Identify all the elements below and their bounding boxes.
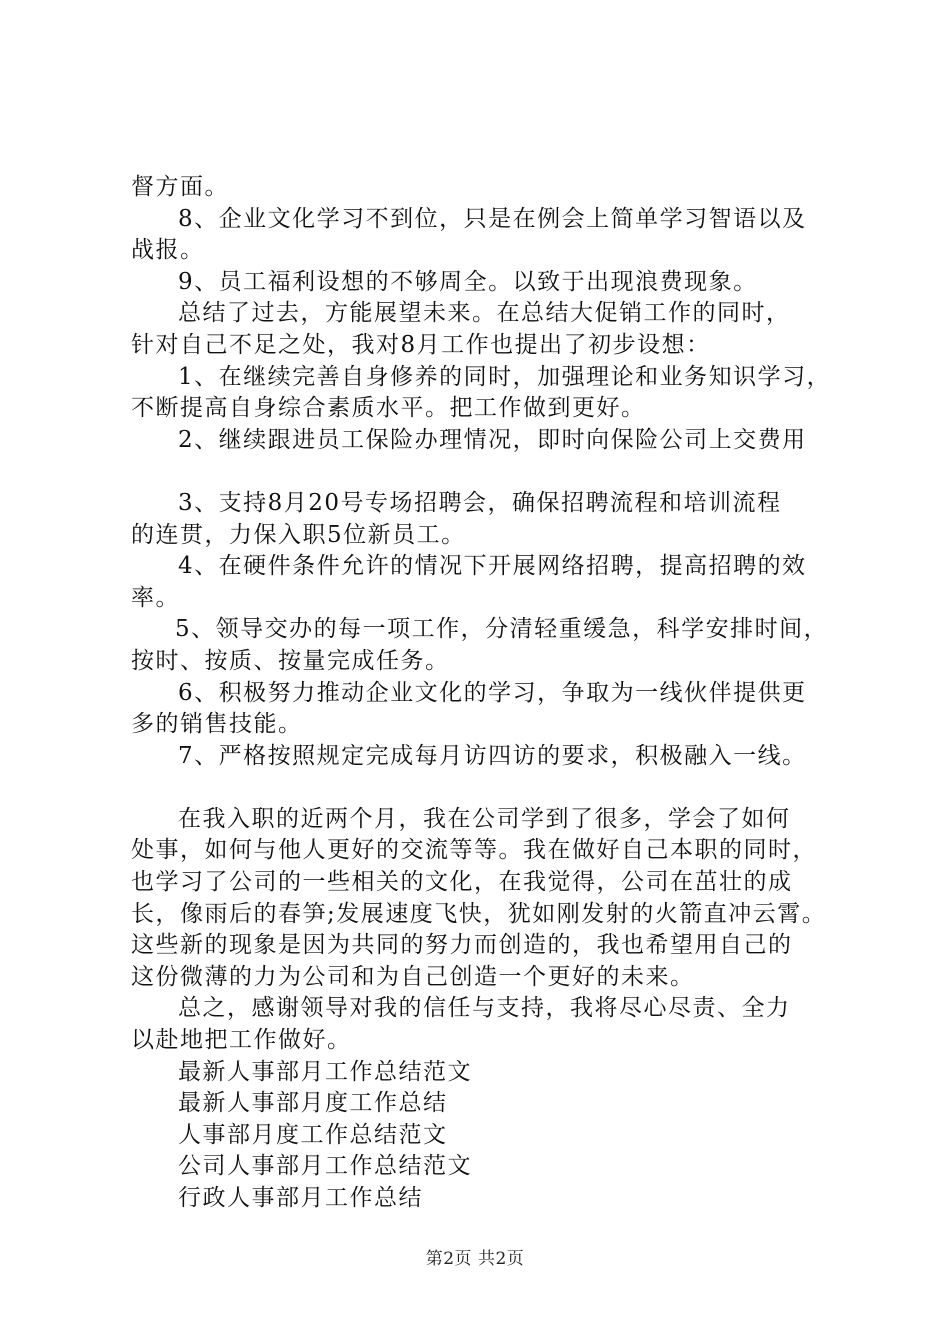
text-line: 4、在硬件条件允许的情况下开展网络招聘，提高招聘的效 [178,553,807,580]
text-line: 1、在继续完善自身修养的同时，加强理论和业务知识学习， [178,363,832,390]
page-number-footer: 第2页 共2页 [425,1249,525,1269]
text-line: 总之，感谢领导对我的信任与支持，我将尽心尽责、全力 [178,995,791,1022]
related-title: 人事部月度工作总结范文 [178,1121,448,1148]
text-line: 9、员工福利设想的不够周全。以致于出现浪费现象。 [178,268,758,295]
text-line: 3、支持8月20号专场招聘会，确保招聘流程和培训流程 [178,489,782,516]
text-line: 这份微薄的力为公司和为自己创造一个更好的未来。 [131,963,695,990]
related-title: 最新人事部月工作总结范文 [178,1058,472,1085]
text-line: 针对自己不足之处，我对8月工作也提出了初步设想： [131,331,711,358]
text-line: 督方面。 [131,174,229,200]
text-line: 处事，如何与他人更好的交流等等。我在做好自己本职的同时， [131,837,817,864]
related-title: 最新人事部月度工作总结 [178,1090,448,1117]
text-line: 6、积极努力推动企业文化的学习，争取为一线伙伴提供更 [178,679,807,706]
text-line: 5、领导交办的每一项工作，分清轻重缓急，科学安排时间， [175,616,829,643]
text-line: 战报。 [131,237,205,264]
text-line: 2、继续跟进员工保险办理情况，即时向保险公司上交费用 [178,426,807,453]
text-line: 按时、按质、按量完成任务。 [131,647,450,674]
text-line: 8、企业文化学习不到位，只是在例会上简单学习智语以及 [178,205,807,232]
text-line: 7、严格按照规定完成每月访四访的要求，积极融入一线。 [178,742,807,769]
related-title: 公司人事部月工作总结范文 [178,1153,472,1180]
paragraph-gap [131,772,843,804]
text-line: 率。 [131,584,180,611]
text-line: 也学习了公司的一些相关的文化，在我觉得，公司在茁壮的成 [131,869,793,896]
text-line: 总结了过去，方能展望未来。在总结大促销工作的同时， [178,300,791,327]
text-line: 的连贯，力保入职5位新员工。 [131,521,466,548]
text-line: 不断提高自身综合素质水平。把工作做到更好。 [131,395,646,422]
text-line: 在我入职的近两个月，我在公司学到了很多，学会了如何 [178,805,791,832]
text-line: 以赴地把工作做好。 [131,1027,352,1054]
document-body [131,172,843,1215]
related-title: 行政人事部月工作总结 [178,1185,423,1211]
text-line: 这些新的现象是因为共同的努力而创造的，我也希望用自己的 [131,932,793,959]
paragraph-gap [131,456,843,488]
text-line: 长，像雨后的春笋;发展速度飞快，犹如刚发射的火箭直冲云霄。 [131,900,827,927]
text-line: 多的销售技能。 [131,711,303,738]
